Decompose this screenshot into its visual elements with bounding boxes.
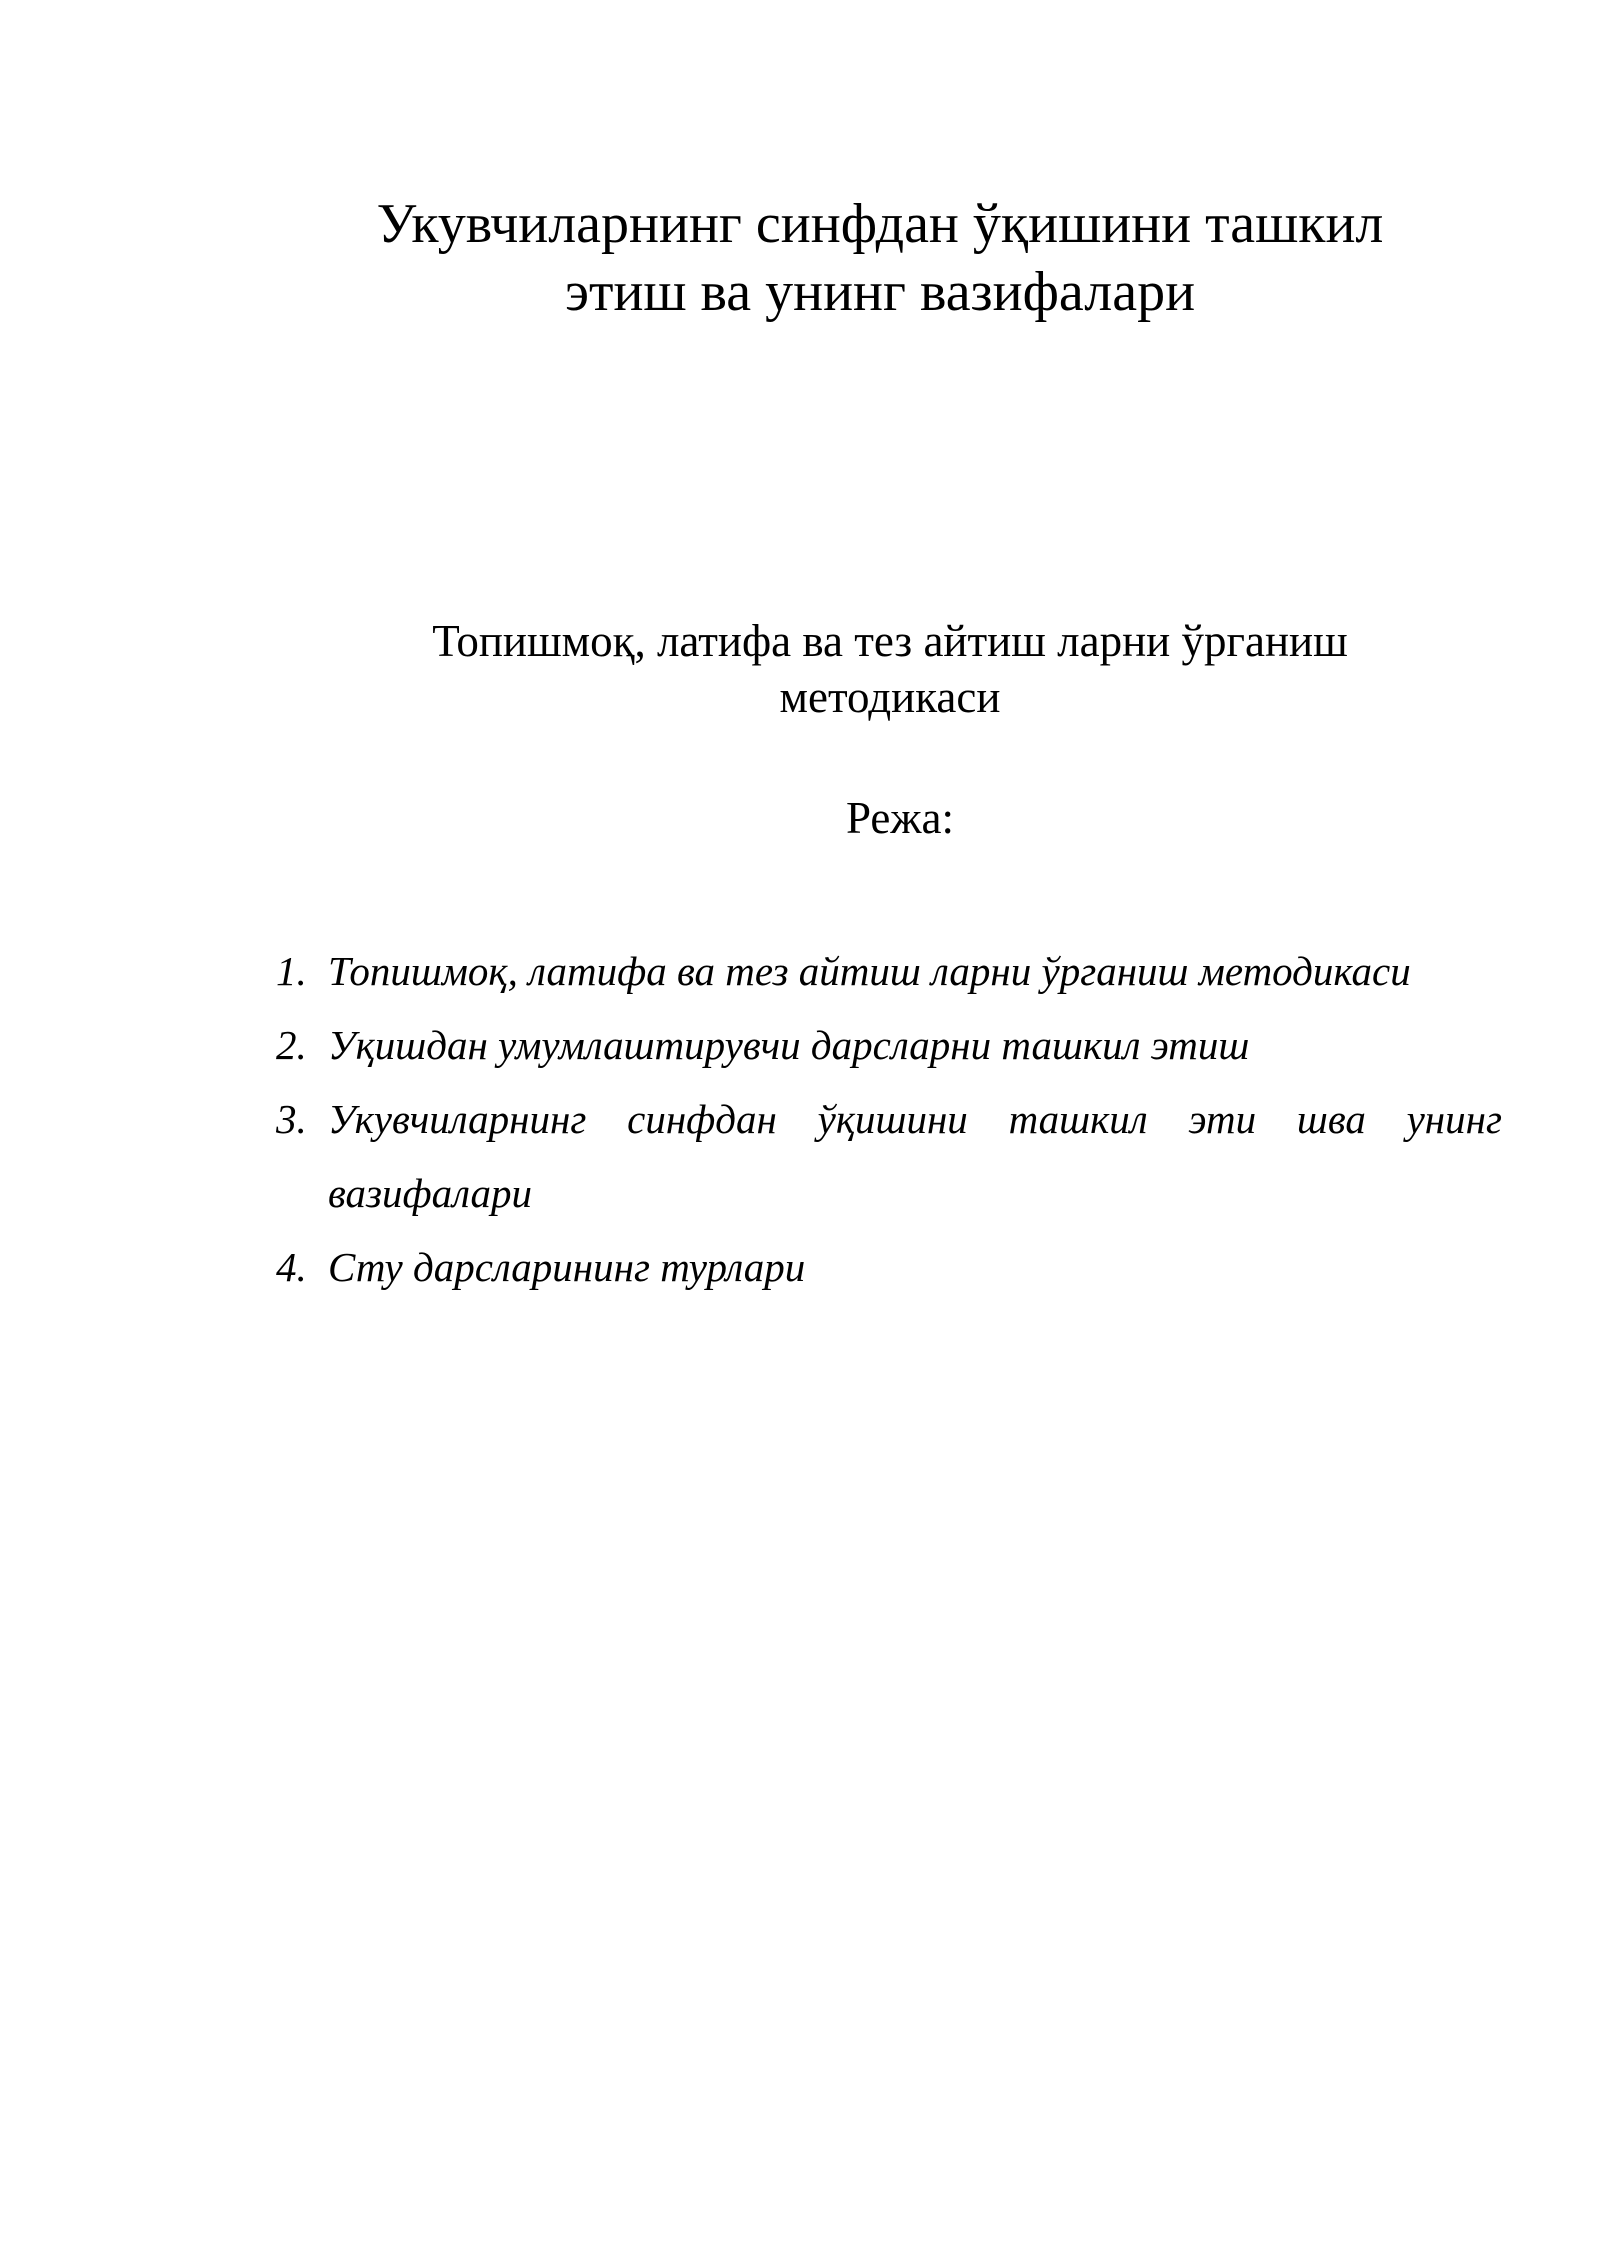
document-title	[260, 190, 1500, 326]
plan-item-text-line-1	[328, 1082, 1502, 1156]
plan-item-number: 2.	[276, 1022, 307, 1068]
plan-item-word: ташкил	[1008, 1096, 1148, 1142]
plan-item-word: унинг	[1406, 1096, 1502, 1142]
plan-item-text: Уқишдан умумлаштирувчи дарсларни ташкил этиш	[328, 1022, 1250, 1068]
plan-item-word: шва	[1296, 1096, 1366, 1142]
plan-item-word: синфдан	[627, 1096, 777, 1142]
plan-item-text	[328, 1082, 1502, 1230]
plan-item-text: Топишмоқ, латифа ва тез айтиш ларни ўрганиш методикаси	[328, 948, 1411, 994]
document-title-line-1: Укувчиларнинг синфдан ўқишини ташкил	[376, 193, 1384, 255]
plan-list	[276, 934, 1502, 1304]
plan-item-number: 4.	[276, 1244, 307, 1290]
plan-item-text-line-2: вазифалари	[328, 1170, 532, 1216]
plan-item-4	[276, 1230, 1502, 1304]
plan-item-number: 1.	[276, 948, 307, 994]
plan-item-text: Сту дарсларининг турлари	[328, 1244, 806, 1290]
plan-item-3	[276, 1082, 1502, 1230]
document-subtitle-line-1: Топишмоқ, латифа ва тез айтиш ларни ўрганиш	[432, 616, 1348, 666]
plan-item-word: ўқишини	[817, 1096, 968, 1142]
document-title-line-2: этиш ва унинг вазифалари	[564, 261, 1196, 323]
plan-item-word: эти	[1188, 1096, 1257, 1142]
document-subtitle	[380, 613, 1400, 725]
plan-item-word: Укувчиларнинг	[328, 1096, 587, 1142]
plan-heading: Режа:	[846, 793, 954, 843]
plan-item-2	[276, 1008, 1502, 1082]
plan-item-number: 3.	[276, 1096, 307, 1142]
document-subtitle-line-2: методикаси	[779, 672, 1001, 722]
plan-item-1	[276, 934, 1502, 1008]
